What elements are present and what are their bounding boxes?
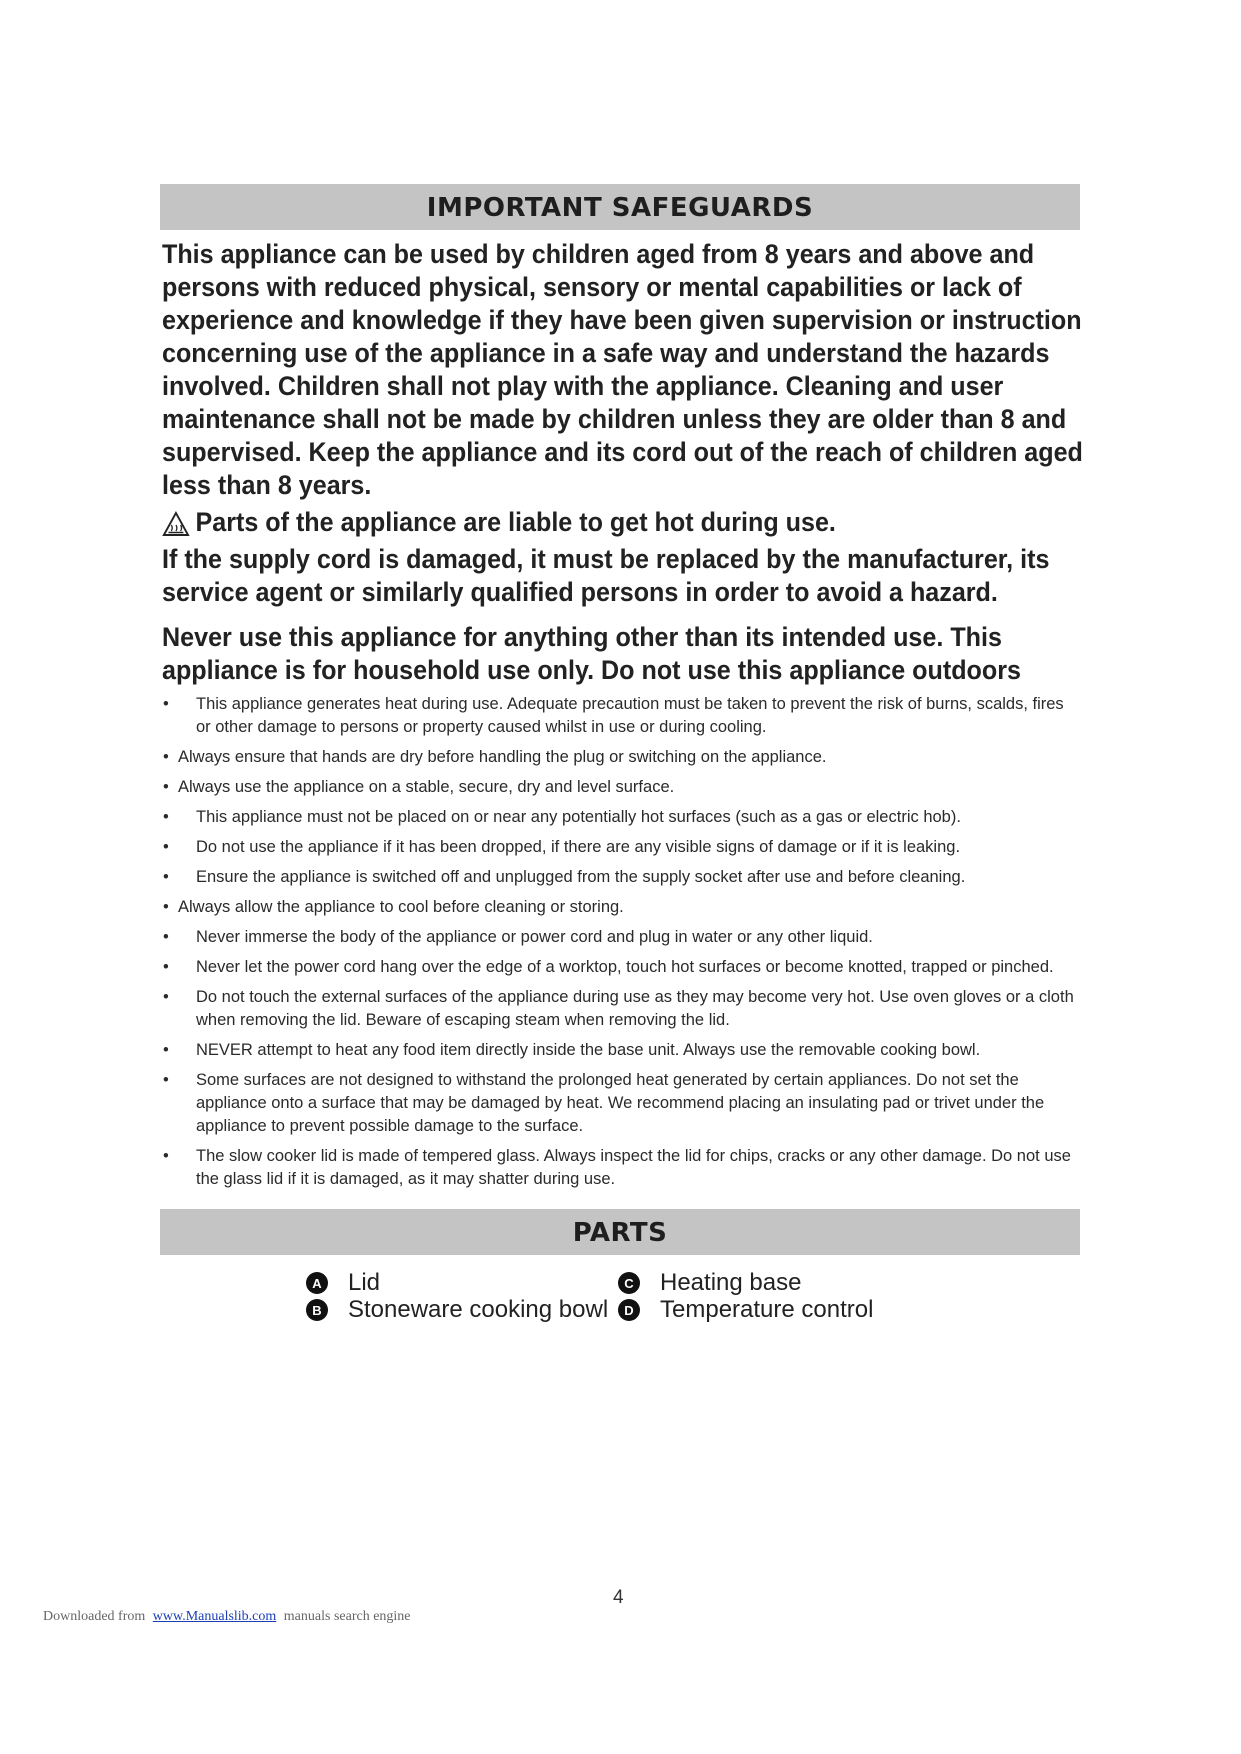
list-item: • The slow cooker lid is made of tempered glass. Always inspect the lid for chips, cracks or any other damage. Do not use the glass lid if it is damaged, as it may shatter during use. [163, 1147, 1071, 1188]
safeguards-intro: This appliance can be used by children aged from 8 years and above and persons with reduced physical, sensory or mental capabilities or lack of experience and knowledge if they have been given supervision or instruction concerning use of the appliance in a safe way and understand the hazards involved. Children shall not play with the appliance. Cleaning and user maintenance shall not be made by children unless they are older than 8 and supervised. Keep the appliance and its cord out of the reach of children aged less than 8 years. [162, 239, 1083, 500]
hot-surface-warning-icon [162, 511, 190, 537]
part-label: Temperature control [660, 1296, 874, 1323]
list-item: • Never let the power cord hang over the edge of a worktop, touch hot surfaces or become knotted, trapped or pinched. [163, 958, 1054, 976]
list-item: • This appliance must not be placed on or near any potentially hot surfaces (such as a gas or electric hob). [163, 808, 961, 826]
list-item: • Always use the appliance on a stable, secure, dry and level surface. [163, 778, 675, 796]
part-lid [306, 1269, 380, 1297]
part-label: Heating base [660, 1269, 802, 1296]
cord-warning: If the supply cord is damaged, it must be replaced by the manufacturer, its service agent or similarly qualified persons in order to avoid a hazard. [162, 544, 1050, 607]
footer-prefix: Downloaded from [43, 1609, 146, 1624]
list-item: • Always ensure that hands are dry before handling the plug or switching on the appliance. [163, 748, 827, 766]
list-item: • NEVER attempt to heat any food item directly inside the base unit. Always use the removable cooking bowl. [163, 1041, 981, 1059]
document-content [160, 184, 1083, 1325]
part-letter-badge: D [618, 1299, 640, 1321]
manualslib-link[interactable]: www.Manualslib.com [152, 1609, 277, 1624]
list-item: • This appliance generates heat during use. Adequate precaution must be taken to prevent the risk of burns, scalds, fires or other damage to persons or property caused whilst in use or during cooling. [163, 695, 1064, 736]
hot-warning-text: Parts of the appliance are liable to get hot during use. [195, 507, 836, 537]
list-item: • Do not touch the external surfaces of the appliance during use as they may become very hot. Use oven gloves or a cloth when removing the lid. Beware of escaping steam when removing the lid. [163, 988, 1074, 1029]
part-label: Lid [348, 1269, 381, 1296]
page-number: 4 [613, 1587, 624, 1608]
use-warning: Never use this appliance for anything other than its intended use. This appliance is for household use only. Do not use this appliance outdoors [162, 622, 1021, 685]
part-temperature-control [618, 1296, 873, 1324]
hot-warning-line [162, 506, 1092, 539]
list-item: • Some surfaces are not designed to withstand the prolonged heat generated by certain appliances. Do not set the appliance onto a surface that may be damaged by heat. We recommend placing an insulating pad or trivet under the appliance to prevent possible damage to the surface. [163, 1071, 1045, 1135]
parts-header: PARTS [160, 1209, 1080, 1255]
list-item: • Ensure the appliance is switched off and unplugged from the supply socket after use and before cleaning. [163, 868, 966, 886]
safeguards-list [160, 693, 1080, 1191]
part-label: Stoneware cooking bowl [348, 1296, 609, 1323]
list-item: • Do not use the appliance if it has been dropped, if there are any visible signs of damage or if it is leaking. [163, 838, 961, 856]
part-heating-base [618, 1269, 801, 1297]
list-item: • Always allow the appliance to cool before cleaning or storing. [163, 898, 624, 916]
footer-suffix: manuals search engine [283, 1609, 411, 1624]
download-footer [43, 1609, 411, 1625]
part-letter-badge: A [306, 1272, 328, 1294]
parts-list [160, 1255, 1080, 1325]
list-item: • Never immerse the body of the appliance or power cord and plug in water or any other liquid. [163, 928, 873, 946]
part-letter-badge: C [618, 1272, 640, 1294]
safeguards-header: IMPORTANT SAFEGUARDS [160, 184, 1080, 230]
part-stoneware-bowl [306, 1296, 608, 1324]
part-letter-badge: B [306, 1299, 328, 1321]
